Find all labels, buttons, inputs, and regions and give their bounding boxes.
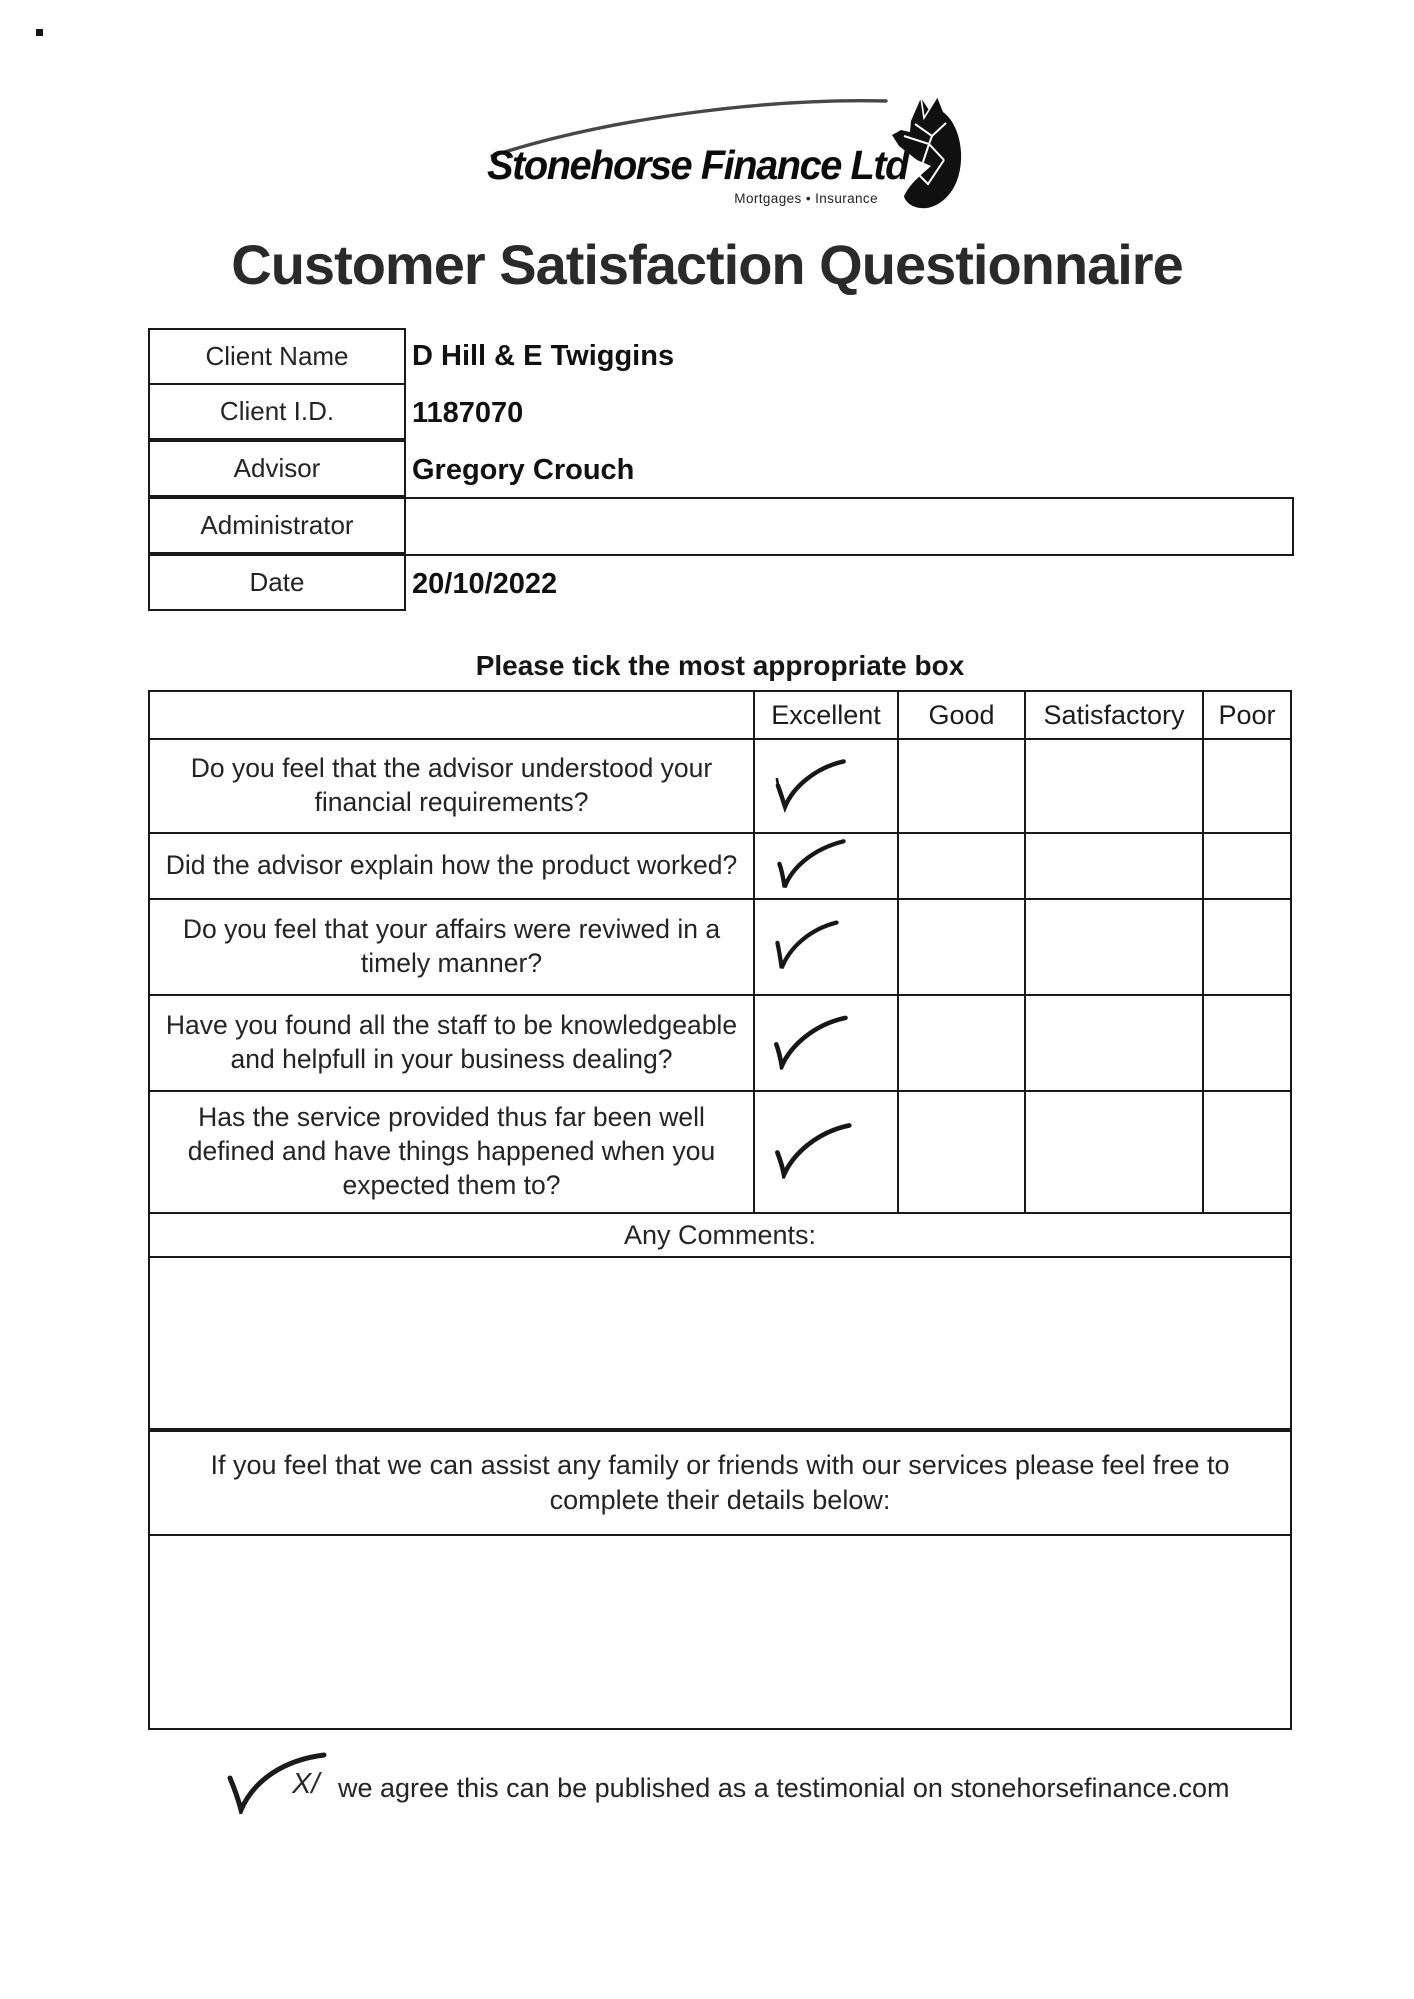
rating-cell-satisfactory — [1024, 738, 1202, 832]
referral-text-box — [148, 1430, 1292, 1536]
date-label: Date — [148, 554, 406, 611]
client-info-row — [148, 328, 1294, 385]
tick-mark-icon — [769, 1121, 853, 1179]
question-cell — [150, 994, 753, 1090]
rating-cell-good — [897, 898, 1024, 994]
questionnaire-table — [148, 690, 1292, 1430]
tick-mark-icon — [769, 914, 845, 976]
advisor-value: Gregory Crouch — [412, 454, 635, 486]
administrator-field-box — [404, 497, 1294, 556]
rating-cell-poor — [1202, 738, 1290, 832]
question-cell — [150, 1090, 753, 1212]
rating-cell-satisfactory — [1024, 994, 1202, 1090]
rating-cell-good — [897, 1090, 1024, 1212]
tick-mark-icon — [769, 1012, 851, 1070]
page-title: Customer Satisfaction Questionnaire — [231, 233, 1183, 296]
rating-cell-good — [897, 994, 1024, 1090]
question-cell — [150, 832, 753, 898]
tick-or-cross-option: X/ — [292, 1768, 320, 1800]
comments-blank-row — [150, 1256, 1290, 1428]
comments-label-row — [150, 1212, 1290, 1256]
company-tagline: Mortgages • Insurance — [734, 191, 878, 206]
administrator-label: Administrator — [148, 497, 406, 554]
client-info-row — [148, 556, 1294, 613]
rating-header-row — [150, 692, 1290, 738]
comments-field — [150, 1256, 1290, 1428]
question-text: Do you feel that your affairs were reviwed in a timely manner? — [182, 914, 721, 978]
client-id-label: Client I.D. — [148, 383, 406, 440]
column-header-good: Good — [897, 692, 1024, 738]
column-header-poor: Poor — [1202, 692, 1290, 738]
question-row — [150, 832, 1290, 898]
rating-cell-satisfactory — [1024, 1090, 1202, 1212]
date-value: 20/10/2022 — [412, 568, 558, 600]
rating-cell-excellent — [753, 898, 897, 994]
horse-head-icon — [884, 94, 966, 210]
comments-label: Any Comments: — [623, 1219, 817, 1250]
question-text: Have you found all the staff to be knowledgeable and helpfull in your business dealing? — [165, 1010, 738, 1074]
rating-cell-poor — [1202, 1090, 1290, 1212]
question-text: Do you feel that the advisor understood your financial requirements? — [190, 753, 713, 817]
rating-cell-satisfactory — [1024, 832, 1202, 898]
question-cell — [150, 738, 753, 832]
rating-cell-excellent — [753, 994, 897, 1090]
company-logo-text: Stonehorse Finance Ltd — [487, 142, 908, 188]
rating-cell-satisfactory — [1024, 898, 1202, 994]
rating-cell-good — [897, 738, 1024, 832]
rating-cell-poor — [1202, 832, 1290, 898]
rating-cell-excellent — [753, 832, 897, 898]
rating-cell-excellent — [753, 1090, 897, 1212]
client-name-label: Client Name — [148, 328, 406, 385]
column-header-excellent: Excellent — [753, 692, 897, 738]
client-name-value: D Hill & E Twiggins — [412, 340, 675, 372]
client-info-row — [148, 385, 1294, 442]
rating-cell-excellent — [753, 738, 897, 832]
column-header-satisfactory: Satisfactory — [1024, 692, 1202, 738]
testimonial-statement: we agree this can be published as a testimonial on stonehorsefinance.com — [338, 1773, 1230, 1803]
tick-instruction: Please tick the most appropriate box — [475, 650, 965, 681]
question-row — [150, 898, 1290, 994]
client-info-row — [148, 442, 1294, 499]
question-cell — [150, 898, 753, 994]
referral-text: If you feel that we can assist any family or friends with our services please feel free to complete their details below: — [210, 1449, 1230, 1515]
question-row — [150, 1090, 1290, 1212]
advisor-label: Advisor — [148, 440, 406, 497]
administrator-value — [408, 499, 412, 556]
question-row — [150, 994, 1290, 1090]
rating-cell-poor — [1202, 898, 1290, 994]
question-header-cell — [150, 692, 753, 738]
scan-artifact-dot — [36, 29, 43, 36]
tick-mark-icon — [769, 755, 849, 813]
question-text: Did the advisor explain how the product worked? — [165, 850, 738, 881]
comments-label-cell — [150, 1212, 1290, 1256]
client-info-table — [148, 328, 1294, 613]
question-row — [150, 738, 1290, 832]
client-info-row — [148, 499, 1294, 556]
tick-mark-icon — [769, 837, 847, 891]
rating-cell-poor — [1202, 994, 1290, 1090]
client-id-value: 1187070 — [412, 397, 524, 429]
question-text: Has the service provided thus far been well defined and have things happened when you expected them to? — [187, 1102, 716, 1200]
referral-details-field — [148, 1534, 1292, 1730]
rating-cell-good — [897, 832, 1024, 898]
handwritten-tick-icon — [218, 1748, 330, 1814]
